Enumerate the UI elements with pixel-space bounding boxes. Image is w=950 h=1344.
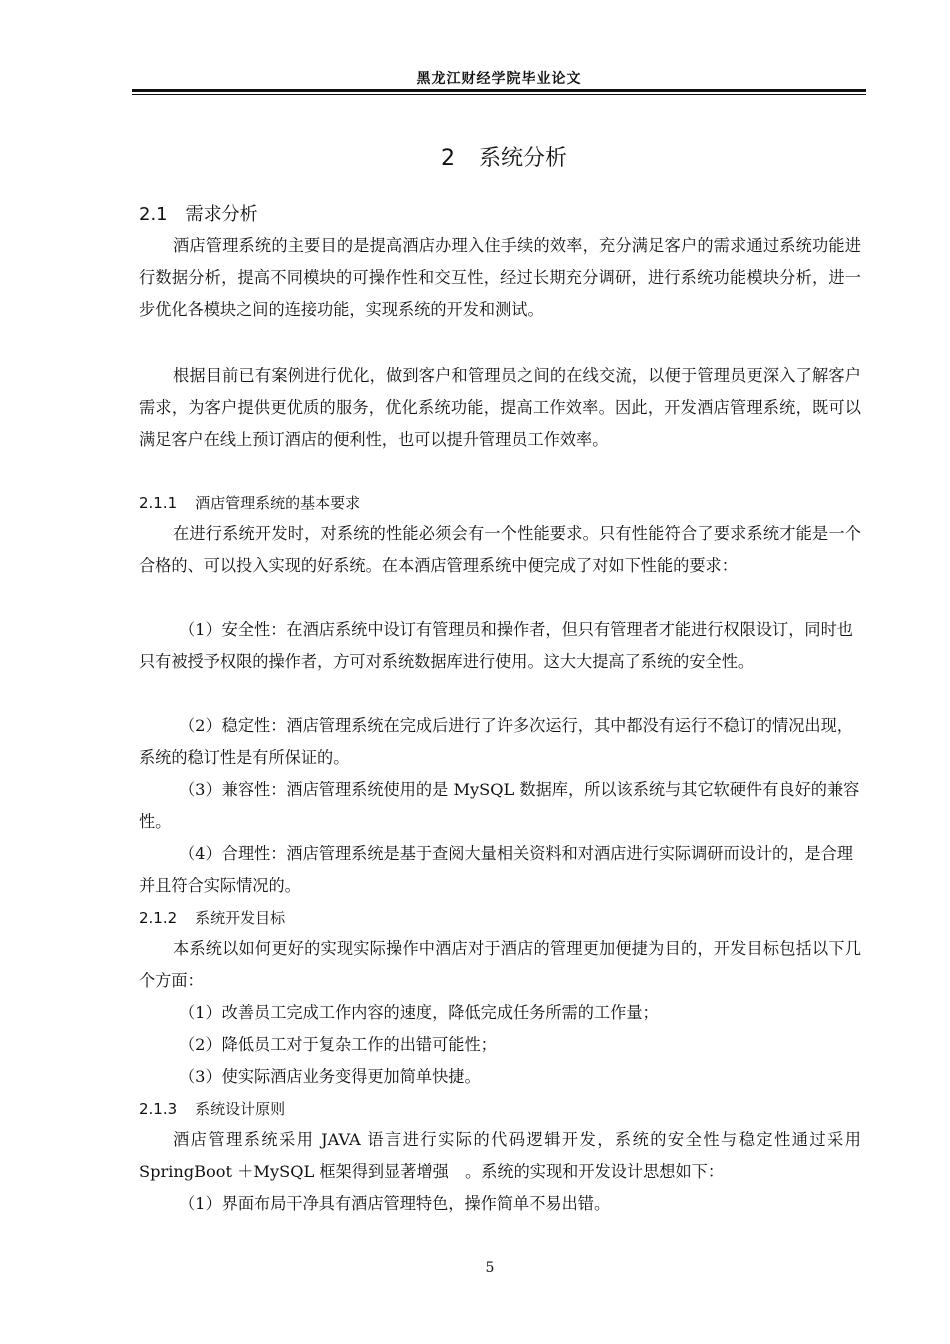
section-number: 2.1	[139, 204, 168, 225]
chapter-number: 2	[440, 146, 455, 171]
section-title: 系统设计原则	[195, 1100, 286, 1118]
list-item-goal-3: （3）使实际酒店业务变得更加简单快捷。	[179, 1067, 481, 1086]
section-number: 2.1.2	[139, 909, 178, 927]
list-item-stability: （2）稳定性：酒店管理系统在完成后进行了许多次运行，其中都没有运行不稳订的情况出现，系统的稳订性是有所保证的。	[139, 716, 853, 767]
page-number: 5	[485, 1260, 495, 1276]
section-heading-2-1-3	[139, 1096, 285, 1122]
paragraph-performance-requirements: 在进行系统开发时，对系统的性能必须会有一个性能要求。只有性能符合了要求系统才能是一个合格的、可以投入实现的好系统。在本酒店管理系统中便完成了对如下性能的要求：	[139, 524, 861, 575]
paragraph-design-principles: 酒店管理系统采用 JAVA 语言进行实际的代码逻辑开发，系统的安全性与稳定性通过采用 SpringBoot ＋MySQL 框架得到显著增强 。系统的实现和开发设计思想如下：	[139, 1130, 861, 1181]
list-item-rationality: （4）合理性：酒店管理系统是基于查阅大量相关资料和对酒店进行实际调研而设计的，是合理并且符合实际情况的。	[139, 844, 853, 895]
section-number: 2.1.1	[139, 494, 178, 512]
list-item-goal-2: （2）降低员工对于复杂工作的出错可能性；	[179, 1035, 497, 1054]
section-heading-2-1-2	[139, 905, 285, 931]
header-rule-thick	[132, 89, 866, 92]
list-item-principle-1: （1）界面布局干净具有酒店管理特色，操作简单不易出错。	[179, 1194, 611, 1213]
section-heading-2-1	[139, 200, 258, 230]
section-number: 2.1.3	[139, 1100, 178, 1118]
section-title: 需求分析	[185, 204, 258, 225]
paragraph-requirements-optimization: 根据目前已有案例进行优化，做到客户和管理员之间的在线交流，以便于管理员更深入了解客户需求，为客户提供更优质的服务，优化系统功能，提高工作效率。因此，开发酒店管理系统，既可以满足客户在线上预订酒店的便利性，也可以提升管理员工作效率。	[139, 366, 861, 449]
chapter-title	[139, 140, 869, 178]
paragraph-development-goals: 本系统以如何更好的实现实际操作中酒店对于酒店的管理更加便捷为目的，开发目标包括以下几个方面：	[139, 939, 861, 990]
list-item-goal-1: （1）改善员工完成工作内容的速度，降低完成任务所需的工作量；	[179, 1003, 659, 1022]
list-item-compatibility: （3）兼容性：酒店管理系统使用的是 MySQL 数据库，所以该系统与其它软硬件有良好的兼容性。	[139, 780, 860, 831]
section-heading-2-1-1	[139, 490, 360, 516]
paragraph-requirements-intro: 酒店管理系统的主要目的是提高酒店办理入住手续的效率，充分满足客户的需求通过系统功能进行数据分析，提高不同模块的可操作性和交互性，经过长期充分调研，进行系统功能模块分析，进一步优化各模块之间的连接功能，实现系统的开发和测试。	[139, 236, 861, 319]
chapter-title-text: 系统分析	[478, 146, 567, 171]
section-title: 系统开发目标	[195, 909, 286, 927]
header-rule-thin	[132, 94, 866, 95]
running-header: 黑龙江财经学院毕业论文	[416, 71, 582, 87]
section-title: 酒店管理系统的基本要求	[195, 494, 361, 512]
list-item-security: （1）安全性：在酒店系统中设订有管理员和操作者，但只有管理者才能进行权限设订，同时也只有被授予权限的操作者，方可对系统数据库进行使用。这大大提高了系统的安全性。	[139, 620, 853, 671]
